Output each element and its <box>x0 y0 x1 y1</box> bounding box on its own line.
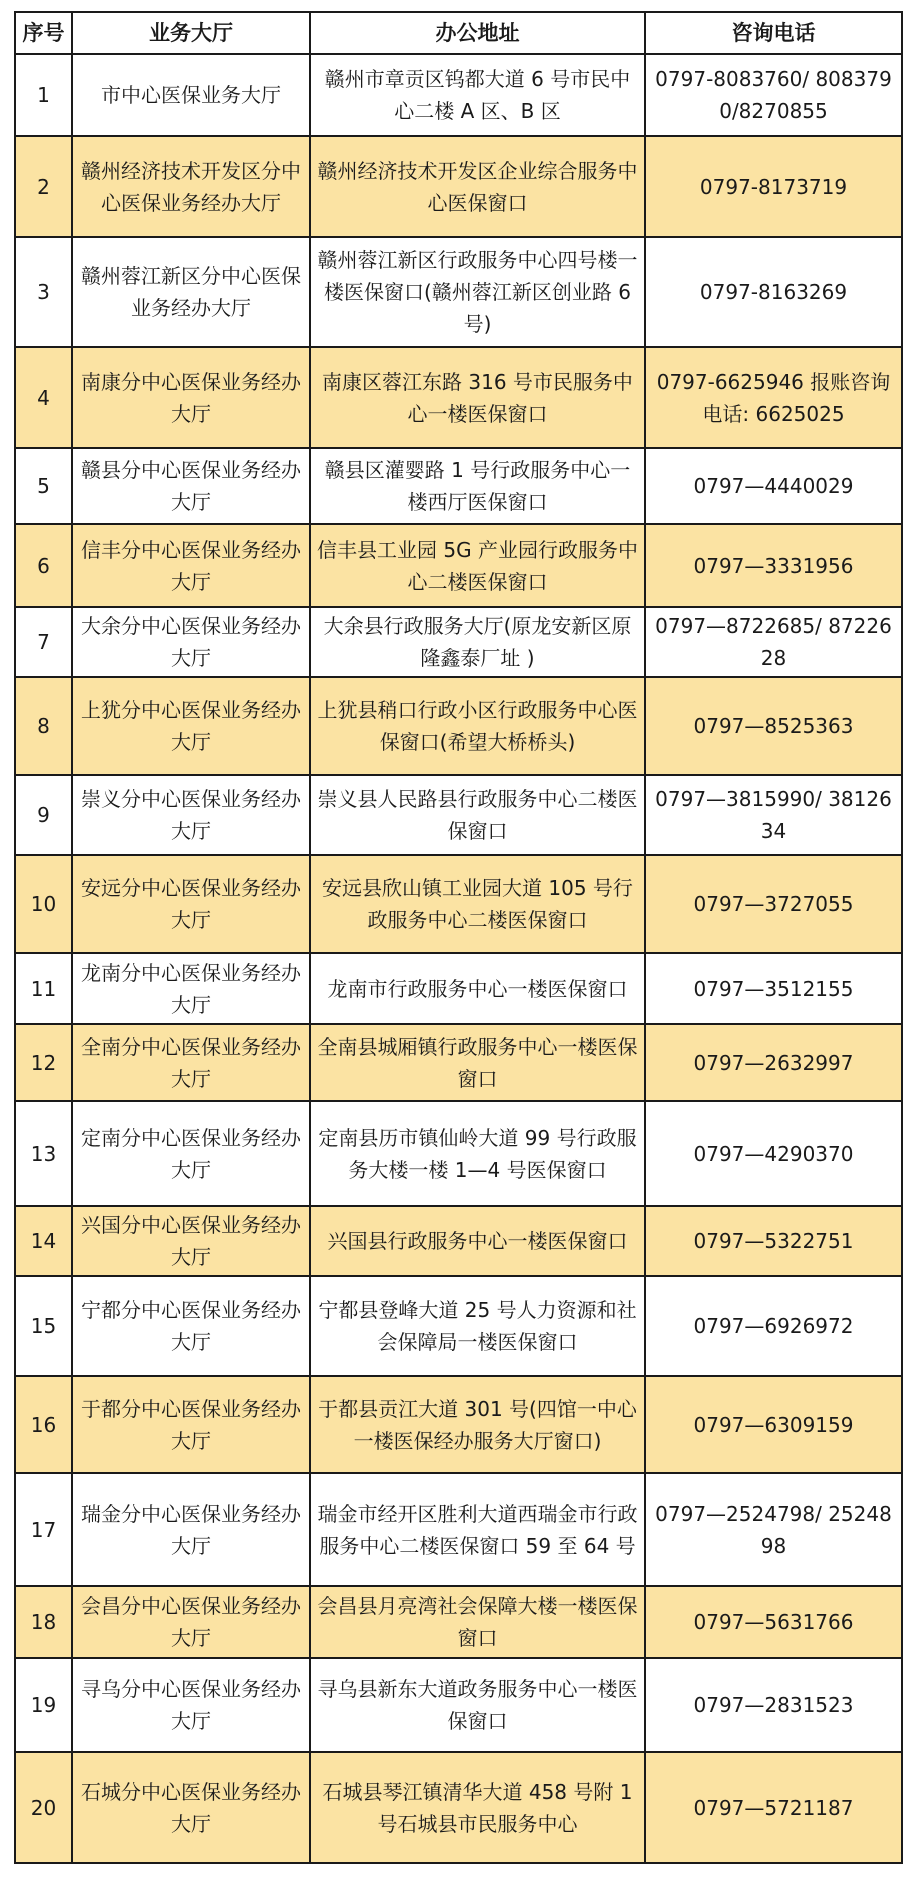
cell-phone: 0797—6926972 <box>645 1276 902 1376</box>
table-row <box>15 1276 902 1376</box>
cell-address: 宁都县登峰大道 25 号人力资源和社会保障局一楼医保窗口 <box>310 1276 645 1376</box>
cell-index: 5 <box>15 448 72 524</box>
cell-address: 信丰县工业园 5G 产业园行政服务中心二楼医保窗口 <box>310 524 645 607</box>
cell-hall: 会昌分中心医保业务经办大厅 <box>72 1586 310 1658</box>
cell-index: 11 <box>15 953 72 1024</box>
cell-index: 7 <box>15 607 72 677</box>
table-row <box>15 607 902 677</box>
table-row <box>15 677 902 775</box>
cell-index: 17 <box>15 1473 72 1586</box>
table-row <box>15 855 902 953</box>
table-body <box>15 54 902 1863</box>
cell-phone: 0797—5721187 <box>645 1752 902 1863</box>
cell-hall: 宁都分中心医保业务经办大厅 <box>72 1276 310 1376</box>
table-row <box>15 1586 902 1658</box>
cell-address: 大余县行政服务大厅(原龙安新区原隆鑫泰厂址 ) <box>310 607 645 677</box>
cell-phone: 0797—2632997 <box>645 1024 902 1101</box>
cell-index: 14 <box>15 1206 72 1276</box>
cell-phone: 0797-6625946 报账咨询电话: 6625025 <box>645 347 902 448</box>
cell-index: 15 <box>15 1276 72 1376</box>
cell-hall: 上犹分中心医保业务经办大厅 <box>72 677 310 775</box>
cell-index: 13 <box>15 1101 72 1206</box>
table-row <box>15 953 902 1024</box>
cell-address: 赣州市章贡区钨都大道 6 号市民中心二楼 A 区、B 区 <box>310 54 645 136</box>
table-row <box>15 448 902 524</box>
cell-index: 2 <box>15 136 72 237</box>
cell-address: 上犹县稍口行政小区行政服务中心医保窗口(希望大桥桥头) <box>310 677 645 775</box>
cell-address: 崇义县人民路县行政服务中心二楼医保窗口 <box>310 775 645 855</box>
table-row <box>15 1473 902 1586</box>
cell-hall: 龙南分中心医保业务经办大厅 <box>72 953 310 1024</box>
cell-phone: 0797—3815990/ 3812634 <box>645 775 902 855</box>
table-row <box>15 1752 902 1863</box>
cell-index: 4 <box>15 347 72 448</box>
cell-address: 于都县贡江大道 301 号(四馆一中心一楼医保经办服务大厅窗口) <box>310 1376 645 1473</box>
header-hall: 业务大厅 <box>72 12 310 54</box>
cell-address: 赣州蓉江新区行政服务中心四号楼一楼医保窗口(赣州蓉江新区创业路 6 号) <box>310 237 645 347</box>
table-row <box>15 1658 902 1752</box>
cell-hall: 石城分中心医保业务经办大厅 <box>72 1752 310 1863</box>
cell-index: 10 <box>15 855 72 953</box>
cell-hall: 赣州蓉江新区分中心医保业务经办大厅 <box>72 237 310 347</box>
cell-hall: 大余分中心医保业务经办大厅 <box>72 607 310 677</box>
cell-address: 全南县城厢镇行政服务中心一楼医保窗口 <box>310 1024 645 1101</box>
cell-phone: 0797—3512155 <box>645 953 902 1024</box>
cell-hall: 寻乌分中心医保业务经办大厅 <box>72 1658 310 1752</box>
cell-phone: 0797—3331956 <box>645 524 902 607</box>
medical-insurance-halls-table <box>14 11 903 1864</box>
cell-hall: 兴国分中心医保业务经办大厅 <box>72 1206 310 1276</box>
cell-phone: 0797—5322751 <box>645 1206 902 1276</box>
cell-phone: 0797—4440029 <box>645 448 902 524</box>
table-row <box>15 136 902 237</box>
cell-address: 南康区蓉江东路 316 号市民服务中心一楼医保窗口 <box>310 347 645 448</box>
cell-hall: 市中心医保业务大厅 <box>72 54 310 136</box>
cell-address: 瑞金市经开区胜利大道西瑞金市行政服务中心二楼医保窗口 59 至 64 号 <box>310 1473 645 1586</box>
cell-address: 定南县历市镇仙岭大道 99 号行政服务大楼一楼 1—4 号医保窗口 <box>310 1101 645 1206</box>
cell-phone: 0797—8525363 <box>645 677 902 775</box>
cell-hall: 赣县分中心医保业务经办大厅 <box>72 448 310 524</box>
cell-index: 12 <box>15 1024 72 1101</box>
cell-phone: 0797-8173719 <box>645 136 902 237</box>
header-address: 办公地址 <box>310 12 645 54</box>
cell-index: 8 <box>15 677 72 775</box>
cell-address: 赣县区灌婴路 1 号行政服务中心一楼西厅医保窗口 <box>310 448 645 524</box>
table-row <box>15 237 902 347</box>
cell-hall: 安远分中心医保业务经办大厅 <box>72 855 310 953</box>
table-row <box>15 1206 902 1276</box>
cell-address: 安远县欣山镇工业园大道 105 号行政服务中心二楼医保窗口 <box>310 855 645 953</box>
cell-phone: 0797—6309159 <box>645 1376 902 1473</box>
cell-address: 寻乌县新东大道政务服务中心一楼医保窗口 <box>310 1658 645 1752</box>
cell-hall: 于都分中心医保业务经办大厅 <box>72 1376 310 1473</box>
cell-index: 18 <box>15 1586 72 1658</box>
cell-index: 6 <box>15 524 72 607</box>
header-index: 序号 <box>15 12 72 54</box>
cell-hall: 南康分中心医保业务经办大厅 <box>72 347 310 448</box>
cell-hall: 定南分中心医保业务经办大厅 <box>72 1101 310 1206</box>
cell-hall: 全南分中心医保业务经办大厅 <box>72 1024 310 1101</box>
cell-hall: 崇义分中心医保业务经办大厅 <box>72 775 310 855</box>
cell-phone: 0797—2831523 <box>645 1658 902 1752</box>
cell-phone: 0797—3727055 <box>645 855 902 953</box>
cell-address: 赣州经济技术开发区企业综合服务中心医保窗口 <box>310 136 645 237</box>
header-row <box>15 12 902 54</box>
cell-index: 19 <box>15 1658 72 1752</box>
cell-hall: 瑞金分中心医保业务经办大厅 <box>72 1473 310 1586</box>
cell-hall: 赣州经济技术开发区分中心医保业务经办大厅 <box>72 136 310 237</box>
cell-phone: 0797-8163269 <box>645 237 902 347</box>
table-row <box>15 524 902 607</box>
cell-phone: 0797—5631766 <box>645 1586 902 1658</box>
table-row <box>15 1024 902 1101</box>
cell-phone: 0797—4290370 <box>645 1101 902 1206</box>
cell-phone: 0797-8083760/ 8083790/8270855 <box>645 54 902 136</box>
cell-index: 20 <box>15 1752 72 1863</box>
header-phone: 咨询电话 <box>645 12 902 54</box>
cell-hall: 信丰分中心医保业务经办大厅 <box>72 524 310 607</box>
cell-address: 石城县琴江镇清华大道 458 号附 1 号石城县市民服务中心 <box>310 1752 645 1863</box>
table-row <box>15 347 902 448</box>
table-row <box>15 775 902 855</box>
cell-phone: 0797—2524798/ 2524898 <box>645 1473 902 1586</box>
cell-index: 3 <box>15 237 72 347</box>
cell-phone: 0797—8722685/ 8722628 <box>645 607 902 677</box>
cell-address: 会昌县月亮湾社会保障大楼一楼医保窗口 <box>310 1586 645 1658</box>
cell-index: 16 <box>15 1376 72 1473</box>
cell-index: 1 <box>15 54 72 136</box>
table-row <box>15 54 902 136</box>
cell-index: 9 <box>15 775 72 855</box>
table-row <box>15 1376 902 1473</box>
cell-address: 兴国县行政服务中心一楼医保窗口 <box>310 1206 645 1276</box>
table-row <box>15 1101 902 1206</box>
cell-address: 龙南市行政服务中心一楼医保窗口 <box>310 953 645 1024</box>
